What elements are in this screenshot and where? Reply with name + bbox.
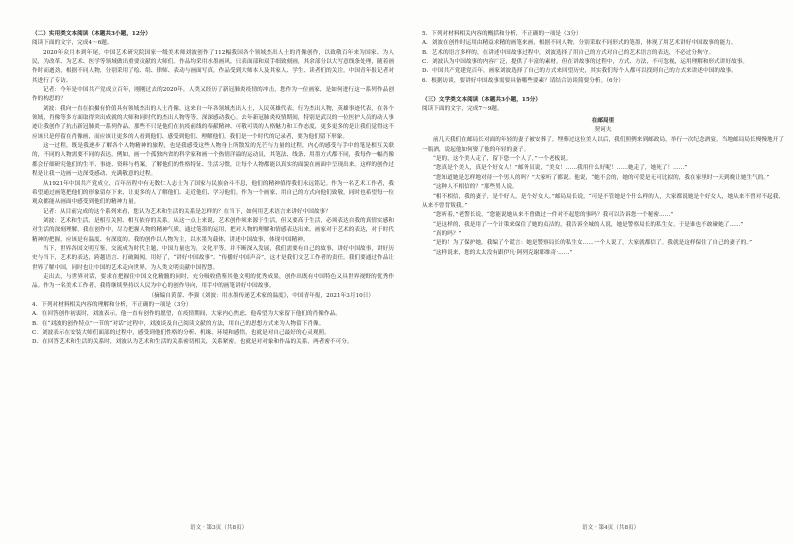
question-5-option-b: B．艺术的语言多样的，在讲述中国故事过程中，刘波选择了用自己的方式对自己的艺术语言的表达，不必过分拘守。: [422, 49, 714, 56]
story-paragraph: 前几天我们在邮局长对面的年轻的妻子被安葬了。埋葬过这位美人以后，我们照例来到邮政局，举行一次纪念酒宴。当地邮局局长慢慢地开了一瓶酒，说起他如何娶了他的年轻的妻子。: [422, 137, 784, 153]
article-paragraph: 刘波：我向一直在拍摄有价值具有领域杰出的人士肖像。这来自一年各领域杰出人士，人民英雄代表、行为杰出人物，英雄事迹代表，在各个领域，肖像等多方面取得突出成就的大师和同时代的杰出人物等等。深深感动我心。去年新冠肺炎疫情期间，特别是武汉的一位医护人员的动人事迹让我创作了抗击新冠肺炎一系列作品，那些不只是他们在抗疫前线的奉献精神、可敬可畏的人格魅力和工作态度，更多更多的是让我们觉得这不应该只是停留在肖像画，而应该让更多的人看到他们、感受到他们、理解他们。我们是一个时代的记录者，要为他们留下形象。: [32, 105, 394, 140]
right-page-column: [422, 30, 784, 518]
article-paragraph: 从1921年中国共产党成立，百年历程中有无数仁人志士为了国家与民族奋斗不息，他们的精神值得我们永远铭记。作为一名艺术工作者，我希望通过画笔把他们的形象留存下来，让更多的人了解他们、走近他们、学习他们。作为一个画家，用自己的方式向他们致敬，同时也希望每一位观众都能从画面中感受到他们的精神力量。: [32, 180, 394, 206]
article-paragraph: 当下，世界各国文明互鉴，交流成为时代主题，中国力量也为，文化平等，并不断深入发展，我们需要有自己的故事，讲好中国故事，讲好历史与当下，艺术的表达，跨越语言、打破隔阂，用好了，“讲好中国故事”、“传播好中国声音”，这才是我们文艺工作者的责任。我们要通过作品让世界了解中国，同时也让中国的艺术走向世界，为人类文明贡献中国智慧。: [32, 245, 394, 271]
section-header-literary-text: （三）文学类文本阅读（本题共3小题，15分）: [422, 97, 542, 104]
article-paragraph: 2020年众月本到年尾，中国艺术研究院国家一级美术师刘波创作了112幅我国各个领域杰出人士的肖像创作，以致敬百年来为国家、为人民，为改革、为艺术、医学等领域做出重要贡献的大师们。作品均采用水墨画风，只表面部和双手细致刻画，其余部分以大写意线条处理，随着画作时而遒劲，根据不同人物，分别采用了绘、绢、律师、表动与画面写真。作品受到大师本人及其家人、学生、读者们的关注。中国青年报记者对其进行了专访。: [32, 49, 394, 84]
question-4-option-c: C．刘波表示在安装大师们面部的过程中，感受到他们性格的分析、机缘、环境和感悟，也就是对自己最好的心灵观照。: [32, 330, 330, 336]
question-5-option-c: C．刘波认为中国故事的内容广泛，提供了丰富的素材，但在讲故事的过程中，方式、方法，不可忽视，运用理解和形式讲好故事。: [422, 59, 749, 66]
story-paragraph: “这种人不相信的？”那些男人说。: [433, 184, 518, 191]
story-paragraph: “您真是个美人，真是个好女人！”邮务员说，“美女！……我用什么好呢！……她走了，她死了！……”: [433, 165, 688, 172]
story-paragraph: “是的！为了保护她，我编了个谎言：她是警察局长的私生女……一个人说了，大家就都信了。我就是这样保住了自己的妻子的。”: [433, 240, 753, 247]
reading-instruction: 阅读下面的文字，完成4～6题。: [32, 40, 113, 47]
story-paragraph: “是这样的，我是用了一个计策来保住了她的贞洁的，我告诉全城的人说，她是警察局长的私生女。于是谁也不敢碰她了……”: [433, 221, 744, 228]
section-header-practical-text: （二）实用类文本阅读（本题共3小题，12分）: [32, 31, 152, 37]
reading-instruction: 阅读下面的文字，完成7～9题。: [422, 106, 503, 113]
question-4-option-d: D．在回答艺术和生活的关系时，刘波认为艺术和生活的关系密切相关，关系紧密，也就是对对象和作品的关系，两者密不可分。: [32, 339, 353, 346]
question-5-option-d: D．中国共产党建党百年，画家刘波选择了自己的方式来回望历史，其实我们每个人都可以找到自己的方式来讲述中国的故事。: [422, 68, 737, 75]
story-title: 在邮局里: [591, 117, 615, 124]
article-paragraph: 记者：从目前完成的这个系列来看，您认为艺术和生活的关系是怎样的？在当下，如何用艺术语言来讲好中国故事？: [43, 208, 331, 215]
story-paragraph: “您知道她是怎样地对待一个男人的吗？”大家听了都说。他说，“她不会的，她的可爱是无可比拟的，我在家里时一天到晚让她生气的。”: [433, 174, 770, 181]
article-source-citation: （摘编自黄蕾、李强《刘波：用水墨传递艺术家的温度》，中国青年报，2021年3月10日）: [148, 292, 374, 299]
question-5: 5．下列对材料相关内容的概括和分析，不正确的一项是（3分）: [422, 31, 582, 37]
question-4: 4．下列对材料相关内容的理解和分析，不正确的一项是（3分）: [32, 301, 192, 308]
story-author: 契诃夫: [594, 127, 612, 134]
question-5-option-a: A．刘波在创作时运用由精益求精的画笔来画，根据不同人物，分别采取不同形式的笔墨，体现了用艺术讲好中国故事的能力。: [422, 40, 737, 47]
left-page-column: [32, 30, 394, 518]
question-4-option-b: B．在“刘波的创作特点”一节的“对话”过程中，刘波谈及自己阅读文献的方法，用自己的思想方式来为人物留下肖像。: [32, 320, 325, 327]
article-paragraph: 刘波：艺术和生活，是相互关照、相互依存的关系。从这一点上来说，艺术创作须来源于生活，但又要高于生活，必须表达自我的真情实感和对生活的深刻理解。我在创作中，尽力把握人物的精神气质，通过笔墨的运用，把对人物的理解和情感表达出来，画家对于艺术的表达，对于时代精神的把握，应该是有温度、有深度的。我的创作以人物为主，以水墨为载体，讲述中国故事，体现中国精神。: [32, 217, 394, 243]
article-paragraph: 记者：今年是中国共产党成立百年，刚刚过去的2020年，人类又经历了新冠肺炎疫情的冲击，您作为一位画家，是如何进行这一系列作品创作的构思的？: [32, 87, 394, 103]
page-footer-right: 语文 · 第4页（共8页）: [582, 525, 640, 531]
story-paragraph: “真的吗？”: [433, 230, 462, 237]
story-paragraph: “相不相信，我的妻子，是个好人，是个好女人。”邮局局长说，“可是不管她是个什么样的人，大家都说她是个好女人，她从来不曾对不起我，从来不曾背叛我。”: [422, 193, 784, 209]
page-footer-left: 语文 · 第3页（共8页）: [190, 525, 248, 531]
story-paragraph: “这样说来，您的太太没有跟伊凡·阿列克谢耶维奇·……”: [433, 249, 573, 256]
question-4-option-a: A．在回答创作初衷时，刘波表示，他一直有创作的愿望，在疫情期间，大家内心焦虑，他希望为大家留下他们的肖像作品。: [32, 311, 341, 318]
story-paragraph: “您听着，”老警长说，“您能说她从来不曾做过一件对不起您的事吗？我可以告诉您一个秘密……”: [433, 212, 674, 219]
answer-space: [422, 86, 784, 96]
article-paragraph: 走出去，与世界对话，要求在把握住中国文化精髓的同时，充分吸收借鉴其他文明的优秀成果，创作出既有中国特色又具世界视野的优秀作品。作为一名美术工作者，我将继续坚持以人民为中心的创作导向，用手中的画笔讲好中国故事。: [32, 273, 394, 290]
article-paragraph: 这一过程，既是我逐步了解各个人物精神的旅程，也是我感受这些人物身上所散发的光芒与力量的过程，内心的感受与手中的笔是相互关联的，不同的人物需要不同的表达。例如，画一个孤独内省的科学家和画一个热情洋溢的运动员，其笔法、线条、用墨方式都不同，我每作一幅肖像都会仔细研究他们的生平、事迹、资料与档案，了解他们的性格特征、生活习惯，让每个人物都能以真实的面貌在画面中呈现出来。这样的创作过程是让我一边画一边深受感动、充满敬意的过程。: [32, 143, 394, 178]
story-paragraph: “是的，这个美人走了，留下您一个人了，”一个老板说。: [433, 156, 572, 163]
question-6: 6．根据访谈，要讲好中国故事需要具备哪些要素？请结合访谈简要分析。（6分）: [422, 77, 624, 84]
